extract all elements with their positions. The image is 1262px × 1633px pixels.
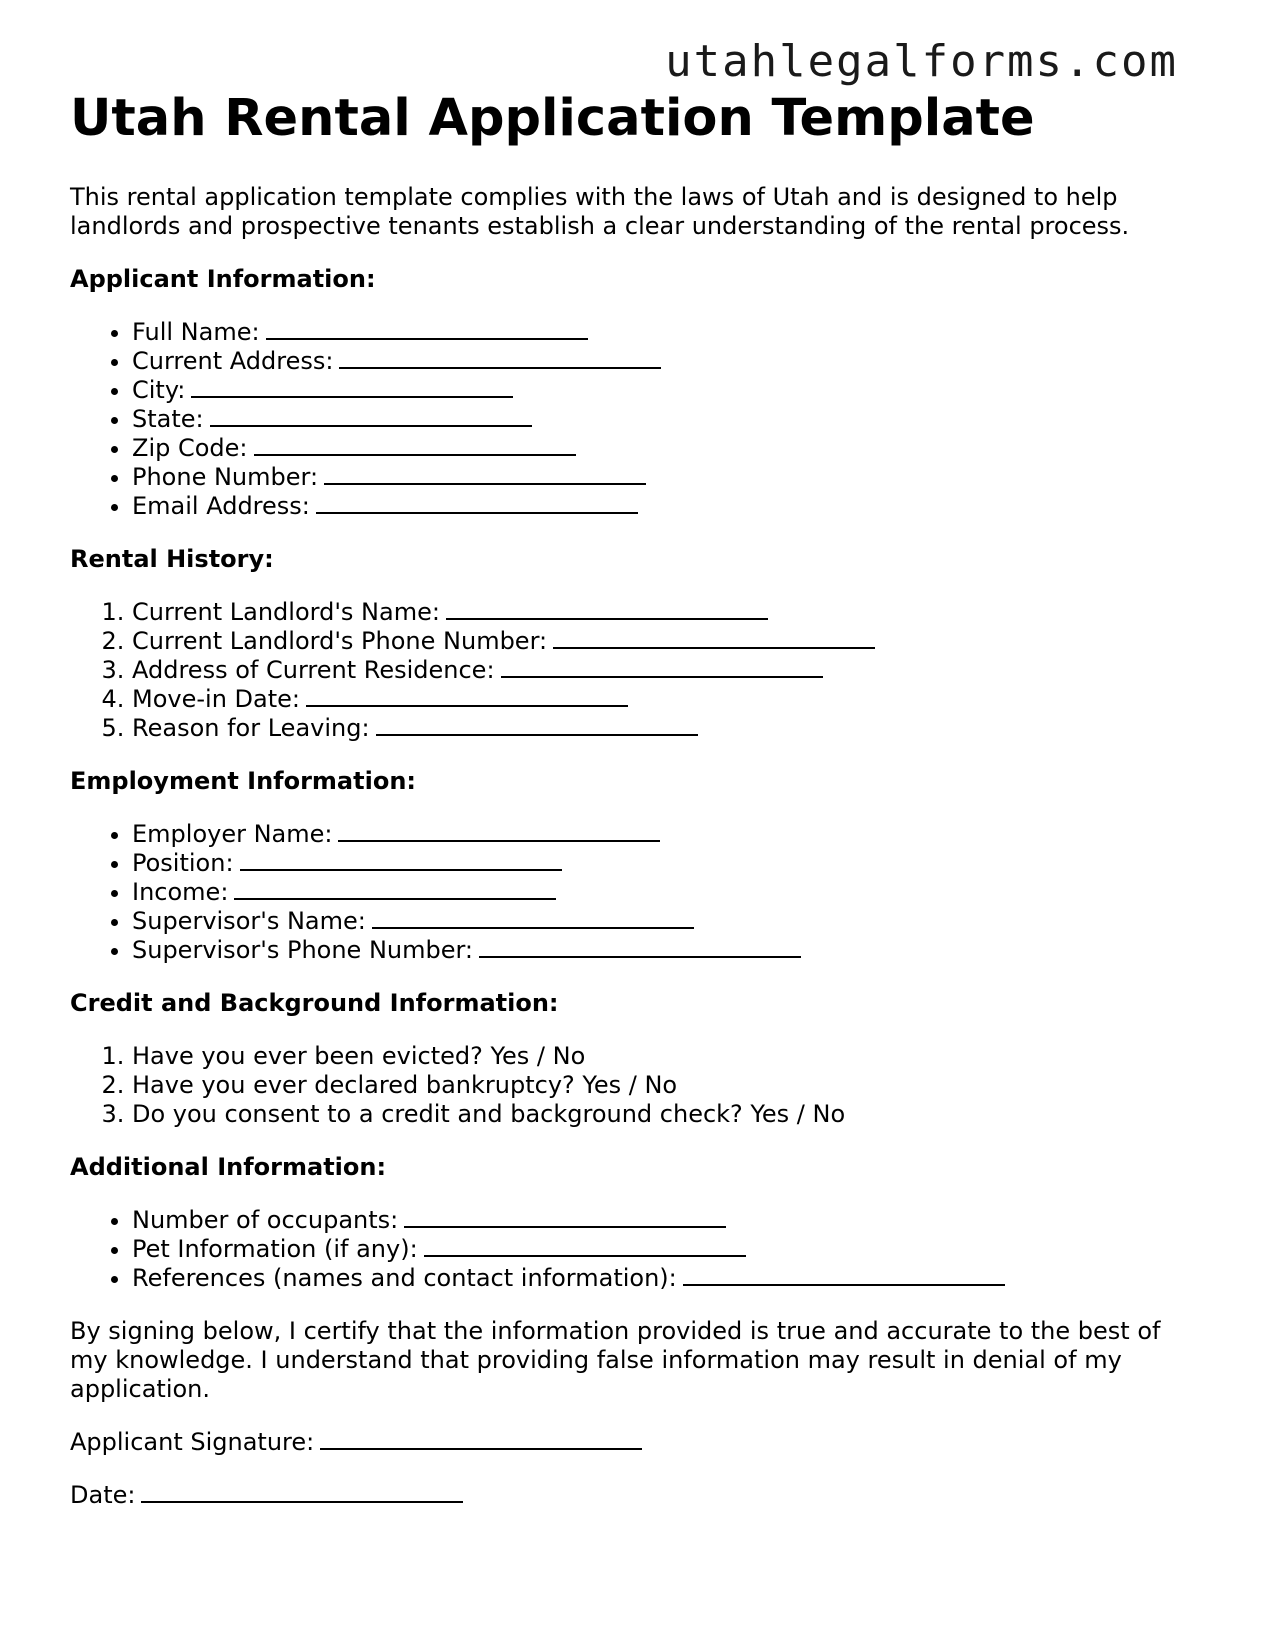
list-item [132,405,1190,434]
blank-line[interactable] [501,656,823,678]
list-item [132,878,1190,907]
blank-line[interactable] [479,936,801,958]
field-label: Current Landlord's Name: [132,598,440,627]
employment-heading: Employment Information: [70,767,416,796]
signature-row [70,1428,1190,1457]
blank-line[interactable] [234,878,556,900]
blank-line[interactable] [683,1264,1005,1286]
field-label: Full Name: [132,318,260,347]
blank-line[interactable] [376,714,698,736]
list-item [132,1206,1190,1235]
field-label: Employer Name: [132,820,333,849]
field-label: State: [132,405,204,434]
blank-line[interactable] [266,318,588,340]
list-item [132,598,1190,627]
field-label: Address of Current Residence: [132,656,495,685]
blank-line[interactable] [191,376,513,398]
list-item [132,376,1190,405]
field-label: City: [132,376,186,405]
additional-heading: Additional Information: [70,1153,387,1182]
field-label: Zip Code: [132,434,248,463]
blank-line[interactable] [339,347,661,369]
list-item [132,463,1190,492]
field-label: Phone Number: [132,463,319,492]
field-label: Supervisor's Name: [132,907,366,936]
list-item: 3. Do you consent to a credit and background check? Yes / No [132,1100,1190,1129]
blank-line[interactable] [424,1235,746,1257]
credit-heading: Credit and Background Information: [70,989,559,1018]
date-label: Date: [70,1481,136,1510]
blank-line[interactable] [446,598,768,620]
field-label: Email Address: [132,492,310,521]
rental-history-heading: Rental History: [70,545,274,574]
certification-paragraph: By signing below, I certify that the information provided is true and accurate to the best of my knowledge. I understand that providing false information may result in denial of my application. [70,1317,1161,1404]
rental-history-list [70,598,1190,743]
field-label: Number of occupants: [132,1206,399,1235]
employment-list [70,820,1190,965]
list-item [132,318,1190,347]
blank-line[interactable] [553,627,875,649]
blank-line[interactable] [306,685,628,707]
blank-line[interactable] [338,820,660,842]
list-item [132,820,1190,849]
signature-blank[interactable] [320,1428,642,1450]
list-item [132,492,1190,521]
signature-label: Applicant Signature: [70,1428,315,1457]
field-label: Position: [132,849,234,878]
blank-line[interactable] [210,405,532,427]
list-item [132,1235,1190,1264]
list-item: 1. Have you ever been evicted? Yes / No [132,1042,1190,1071]
list-item: 2. Have you ever declared bankruptcy? Yes / No [132,1071,1190,1100]
list-item [132,936,1190,965]
field-label: Current Landlord's Phone Number: [132,627,548,656]
blank-line[interactable] [324,463,646,485]
list-item [132,685,1190,714]
field-label: Pet Information (if any): [132,1235,418,1264]
blank-line[interactable] [404,1206,726,1228]
list-item [132,849,1190,878]
date-blank[interactable] [141,1481,463,1503]
blank-line[interactable] [316,492,638,514]
list-item [132,1264,1190,1293]
field-label: References (names and contact information): [132,1264,677,1293]
additional-list [70,1206,1190,1293]
list-item [132,434,1190,463]
intro-paragraph: This rental application template complies with the laws of Utah and is designed to help landlords and prospective tenants establish a clear understanding of the rental process. [70,183,1130,241]
applicant-heading: Applicant Information: [70,265,376,294]
page-title: Utah Rental Application Template [70,89,1035,148]
list-item [132,656,1190,685]
date-row [70,1481,1190,1510]
blank-line[interactable] [240,849,562,871]
field-label: Reason for Leaving: [132,714,370,743]
list-item [132,627,1190,656]
credit-list [70,1042,1190,1129]
site-watermark: utahlegalforms.com [665,36,1178,87]
blank-line[interactable] [372,907,694,929]
field-label: Move-in Date: [132,685,300,714]
field-label: Current Address: [132,347,334,376]
field-label: Income: [132,878,229,907]
list-item [132,347,1190,376]
list-item [132,714,1190,743]
list-item [132,907,1190,936]
blank-line[interactable] [254,434,576,456]
applicant-list [70,318,1190,521]
document-page [70,88,1190,1534]
field-label: Supervisor's Phone Number: [132,936,474,965]
